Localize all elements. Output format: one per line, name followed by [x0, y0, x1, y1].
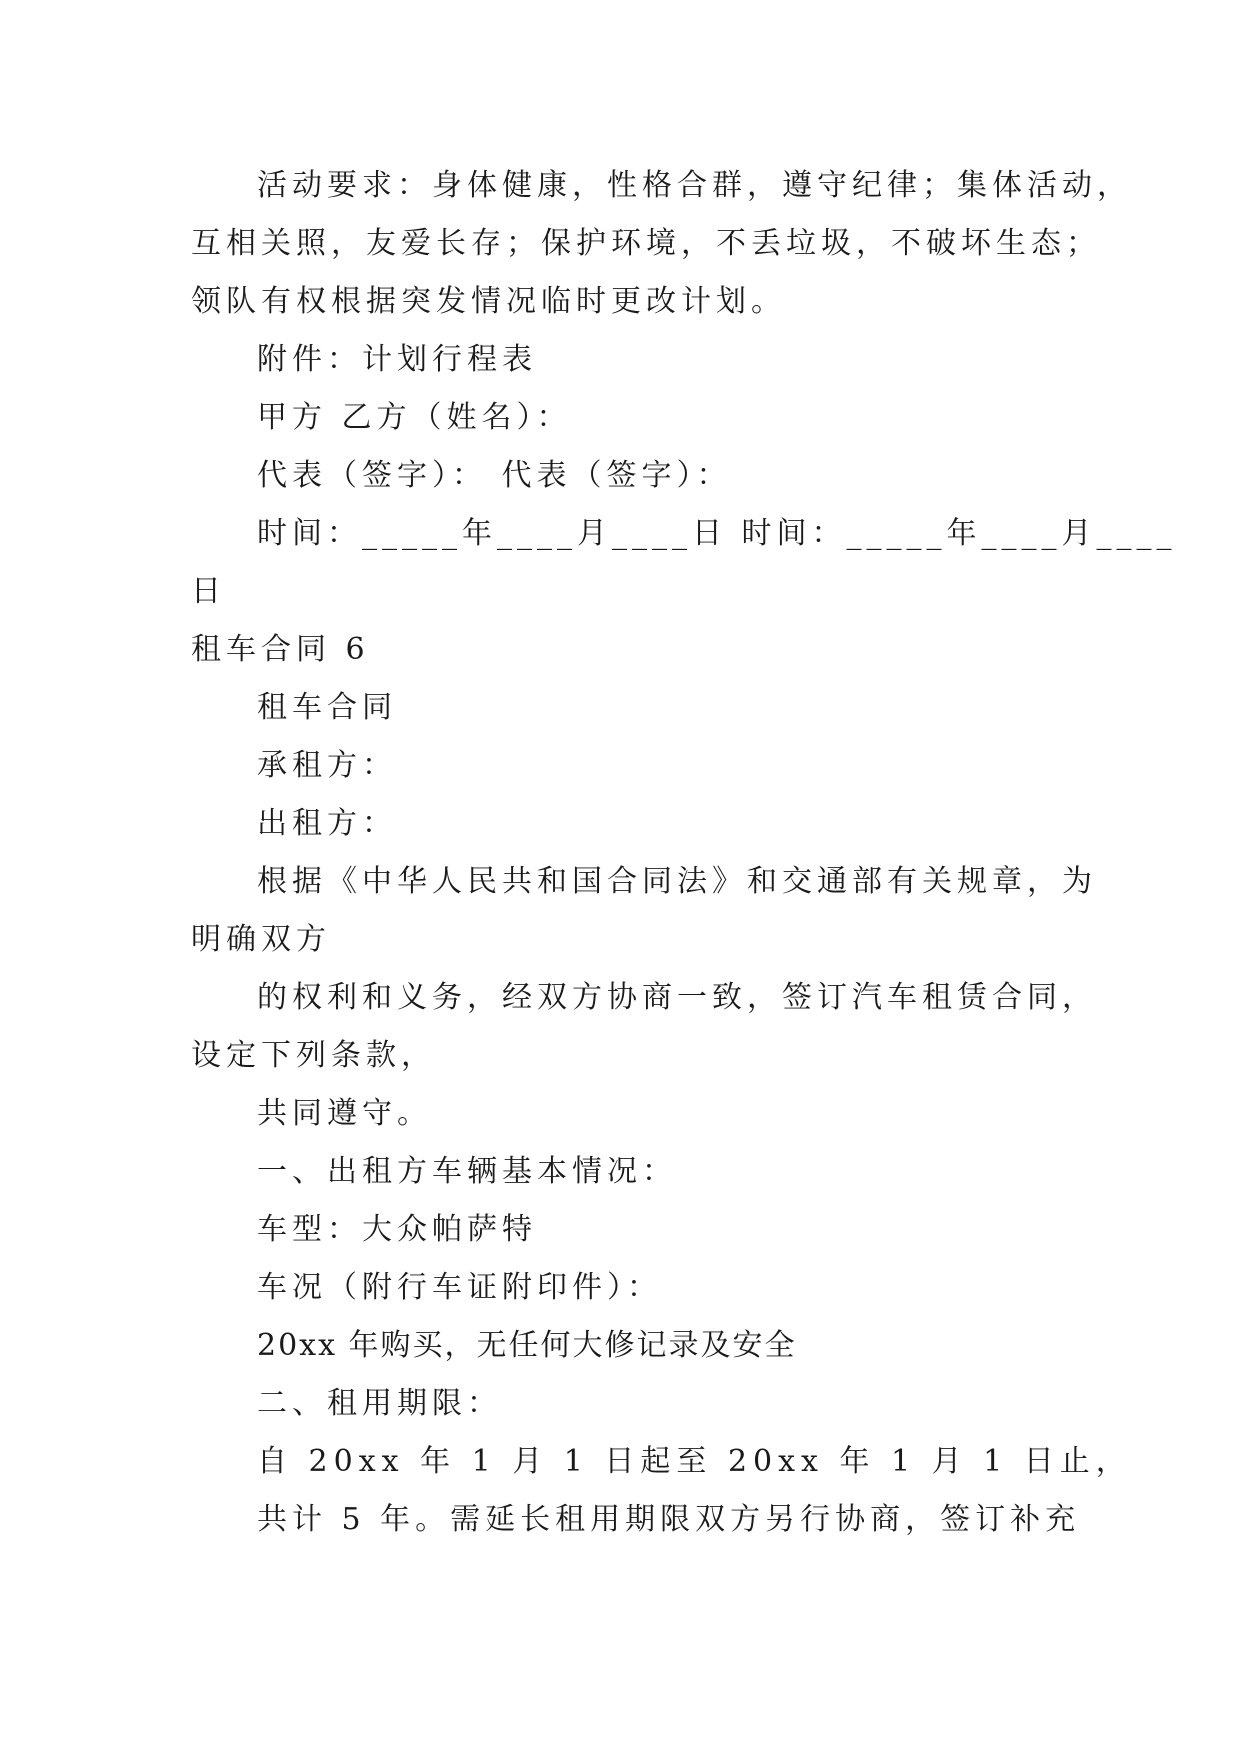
date-line-cont: 日 [191, 574, 226, 609]
clause-2-heading: 二、租用期限： [257, 1386, 502, 1421]
paragraph-preamble-cont-2: 的权利和义务，经双方协商一致，签订汽车租赁合同， [257, 980, 1097, 1015]
vehicle-model-line: 车型：大众帕萨特 [257, 1212, 537, 1247]
attachment-line: 附件：计划行程表 [257, 342, 537, 377]
representative-signature-line: 代表（签字）： 代表（签字）： [257, 458, 732, 493]
rental-period-line: 自 20xx 年 1 月 1 日起至 20xx 年 1 月 1 日止， [257, 1444, 1132, 1479]
paragraph-activity-requirements-cont-2: 领队有权根据突发情况临时更改计划。 [191, 284, 786, 319]
section-heading: 租车合同 6 [191, 632, 370, 667]
rental-term-line: 共计 5 年。需延长租用期限双方另行协商，签订补充 [257, 1502, 1081, 1537]
lessor-line: 出租方： [257, 806, 397, 841]
contract-title: 租车合同 [257, 690, 397, 725]
paragraph-preamble-cont-3: 设定下列条款， [191, 1038, 436, 1073]
lessee-line: 承租方： [257, 748, 397, 783]
paragraph-preamble-cont-1: 明确双方 [191, 922, 331, 957]
clause-1-heading: 一、出租方车辆基本情况： [257, 1154, 677, 1189]
paragraph-preamble-cont-4: 共同遵守。 [257, 1096, 432, 1131]
purchase-record-line: 20xx 年购买，无任何大修记录及安全 [257, 1328, 797, 1363]
paragraph-preamble: 根据《中华人民共和国合同法》和交通部有关规章，为 [257, 864, 1097, 899]
paragraph-activity-requirements: 活动要求：身体健康，性格合群，遵守纪律；集体活动， [257, 168, 1132, 203]
paragraph-activity-requirements-cont-1: 互相关照，友爱长存；保护环境，不丢垃圾，不破坏生态； [191, 226, 1101, 261]
vehicle-condition-line: 车况（附行车证附印件）： [257, 1270, 662, 1305]
date-line: 时间：_____年____月____日 时间：_____年____月____ [257, 516, 1177, 551]
party-line: 甲方 乙方（姓名）： [257, 400, 572, 435]
